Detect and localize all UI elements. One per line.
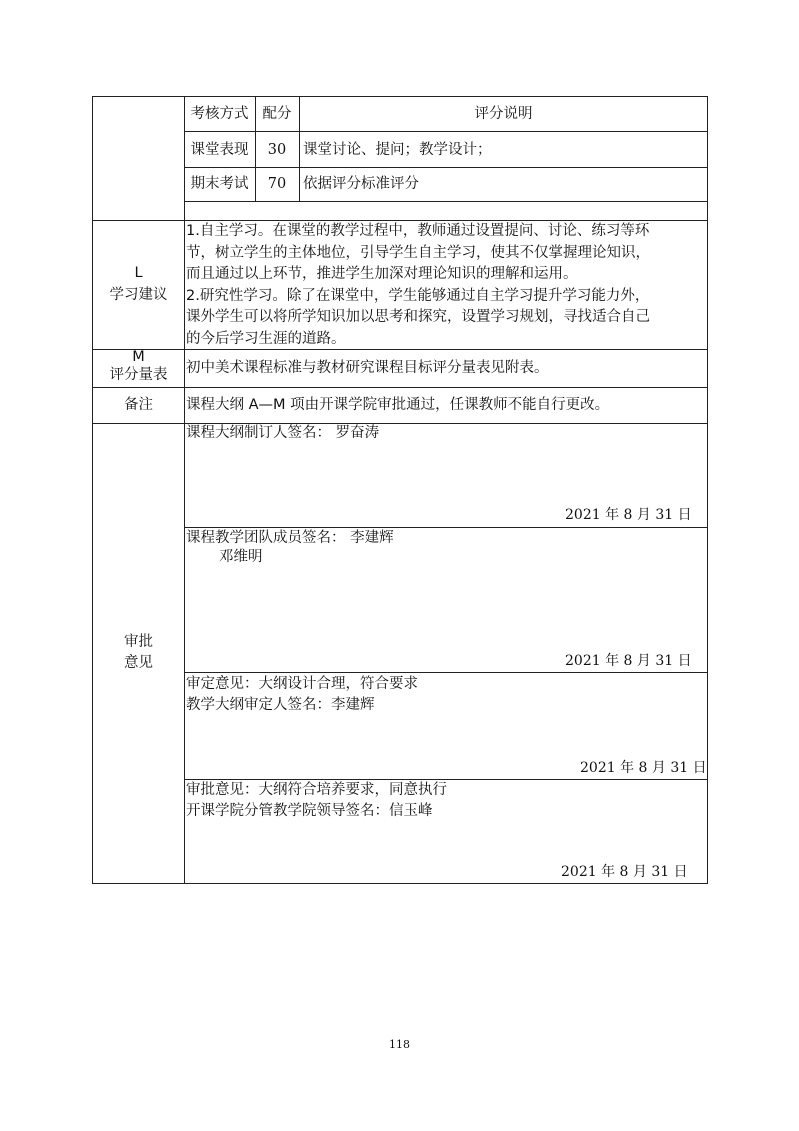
approval-label: 意见	[124, 655, 153, 671]
advice-line: 课外学生可以将所学知识加以思考和探究，设置学习规划，寻找适合自己	[186, 309, 650, 326]
approval-signature-line: 课程大纲制订人签名： 罗奋涛	[186, 425, 380, 441]
scale-text: 初中美术课程标准与教材研究课程目标评分量表见附表。	[186, 360, 549, 376]
approval-signature-line: 开课学院分管教学院领导签名：信玉峰	[186, 803, 433, 819]
row-divider	[93, 387, 708, 388]
header-score: 配分	[262, 106, 292, 122]
row-divider	[184, 672, 708, 673]
scale-letter: M	[132, 349, 145, 365]
row-score: 70	[267, 176, 287, 192]
page-number: 118	[389, 1038, 410, 1051]
row-divider	[184, 201, 708, 202]
approval-signature-line: 邓维明	[219, 549, 263, 565]
approval-signature-line: 审批意见：大纲符合培养要求，同意执行	[186, 782, 447, 798]
header-desc: 评分说明	[474, 106, 533, 122]
row-divider	[184, 167, 708, 168]
row-desc: 课堂讨论、提问；教学设计；	[303, 142, 492, 158]
advice-line: 2.研究性学习。除了在课堂中，学生能够通过自主学习提升学习能力外，	[186, 287, 650, 304]
row-method: 期末考试	[190, 176, 249, 192]
row-method: 课堂表现	[190, 142, 249, 158]
row-divider	[184, 131, 708, 132]
row-score: 30	[267, 142, 287, 158]
approval-date: 2021 年 8 月 31 日	[565, 507, 692, 523]
approval-date: 2021 年 8 月 31 日	[580, 760, 707, 776]
advice-line: 的今后学习生涯的道路。	[186, 331, 346, 347]
note-label: 备注	[124, 397, 153, 413]
advice-letter: L	[134, 265, 143, 281]
scale-label: 评分量表	[109, 367, 168, 383]
syllabus-table	[92, 96, 708, 884]
approval-signature-line: 课程教学团队成员签名： 李建辉	[186, 530, 394, 546]
advice-line: 节，树立学生的主体地位，引导学生自主学习，使其不仅掌握理论知识，	[186, 244, 650, 261]
approval-label: 审批	[124, 634, 153, 650]
advice-line: 1.自主学习。在课堂的教学过程中，教师通过设置提问、讨论、练习等环	[186, 223, 650, 239]
advice-line: 而且通过以上环节，推进学生加深对理论知识的理解和运用。	[186, 266, 578, 283]
approval-signature-line: 审定意见：大纲设计合理，符合要求	[186, 676, 418, 692]
note-text: 课程大纲 A—M 项由开课学院审批通过，任课教师不能自行更改。	[186, 397, 610, 413]
column-divider	[184, 97, 185, 884]
approval-date: 2021 年 8 月 31 日	[565, 653, 692, 669]
approval-date: 2021 年 8 月 31 日	[561, 864, 688, 880]
advice-label: 学习建议	[109, 287, 168, 303]
approval-signature-line: 教学大纲审定人签名：李建辉	[186, 697, 375, 713]
header-method: 考核方式	[190, 106, 249, 122]
row-desc: 依据评分标准评分	[303, 176, 419, 192]
